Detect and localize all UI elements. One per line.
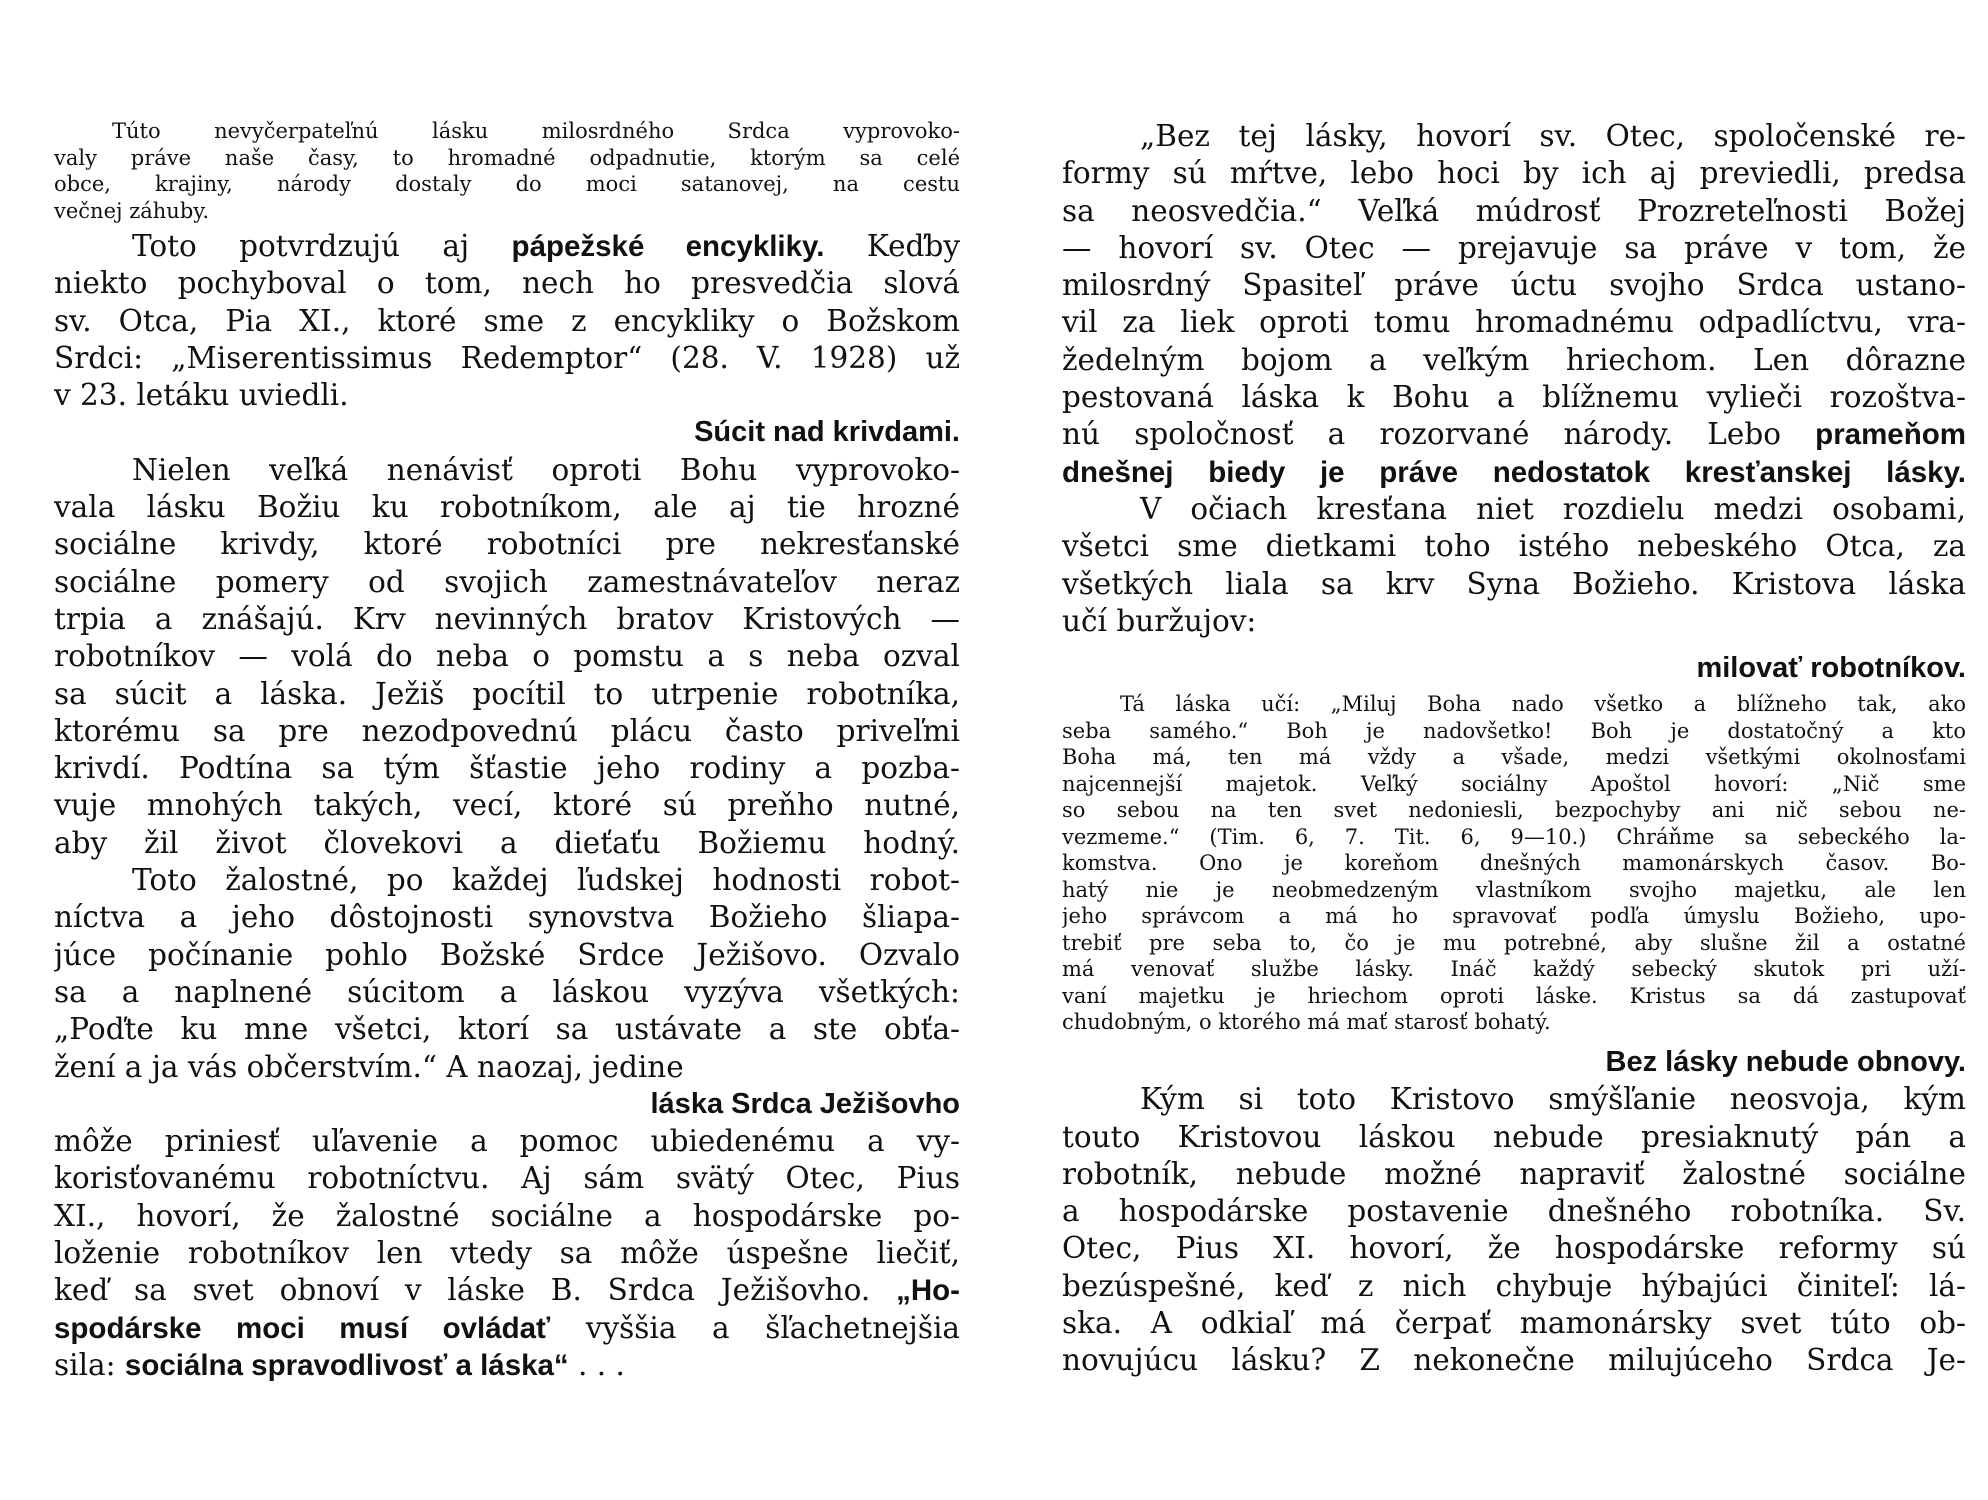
text-run: Keďby: [824, 229, 960, 263]
text-line: vil za liek oproti tomu hromadnému odpadlíctvu, vra-: [1062, 305, 1966, 340]
text-line: bezúspešné, keď z nich chybuje hýbajúci činiteľ: lá-: [1062, 1268, 1966, 1303]
text-line: hatý nie je neobmedzeným vlastníkom svojho majetku, ale len: [1062, 877, 1966, 902]
text-line: júce počínanie pohlo Božské Srdce Ježišovo. Ozvalo: [54, 937, 960, 972]
text-line: žení a ja vás občerstvím.“ A naozaj, jedine: [54, 1049, 684, 1084]
text-line: vuje mnohých takých, vecí, ktoré sú preňho nutné,: [54, 788, 960, 823]
text-line: trebiť pre seba to, čo je mu potrebné, aby slušne žil a ostatné: [1062, 930, 1966, 955]
right-paragraph-3: [1062, 1081, 1966, 1379]
text-line: večnej záhuby.: [54, 198, 210, 223]
text-line: ska. A odkiaľ má čerpať mamonársky svet túto ob-: [1062, 1306, 1966, 1341]
text-line: vaní majetku je hriechom oproti láske. Kristus sa dá zastupovať: [1062, 983, 1966, 1008]
bold-text-run: spodárske moci musí ovládať: [54, 1311, 551, 1345]
text-line: loženie robotníkov len vtedy sa môže úspešne liečiť,: [54, 1236, 960, 1271]
section-heading-sucit: Súcit nad krivdami.: [694, 416, 960, 449]
right-page: [1062, 118, 1966, 1380]
left-paragraph-4: [54, 1123, 960, 1384]
text-line: aby žil život človekovi a dieťaťu Božiemu hodný.: [54, 825, 960, 860]
bold-text-run: „Ho-: [896, 1274, 960, 1308]
bold-text-run: pápežské encykliky.: [511, 230, 825, 263]
text-line: formy sú mŕtve, lebo hoci by ich aj previedli, predsa: [1062, 156, 1966, 191]
left-paragraph-3: [54, 862, 960, 1086]
text-line: korisťovanému robotníctvu. Aj sám svätý Otec, Pius: [54, 1161, 960, 1196]
text-line: učí buržujov:: [1062, 603, 1257, 638]
text-line: má venovať službe lásky. Ináč každý sebecký skutok pri uží-: [1062, 957, 1966, 982]
text-line: trpia a znášajú. Krv nevinných bratov Kristových —: [54, 601, 960, 636]
text-run: vyššia a šľachetnejšia: [550, 1310, 960, 1345]
text-run: sila:: [54, 1347, 125, 1382]
text-line: vala lásku Božiu ku robotníkom, ale aj tie hrozné: [54, 490, 960, 525]
text-line: Otec, Pius XI. hovorí, že hospodárske reformy sú: [1062, 1231, 1966, 1266]
text-line: novujúcu lásku? Z nekonečne milujúceho Srdca Je-: [1062, 1343, 1966, 1378]
text-line: robotníkov — volá do neba o pomstu a s neba ozval: [54, 639, 960, 674]
text-line: robotník, nebude možné napraviť žalostné sociálne: [1062, 1156, 1966, 1191]
text-line: sociálne krivdy, ktoré robotníci pre nekresťanské: [54, 527, 960, 562]
text-line: XI., hovorí, že žalostné sociálne a hospodárske po-: [54, 1198, 960, 1233]
text-line: v 23. letáku uviedli.: [54, 378, 349, 413]
text-line: všetkých liala sa krv Syna Božieho. Kristova láska: [1062, 566, 1966, 601]
text-line: sa a naplnené súcitom a láskou vyzýva všetkých:: [54, 974, 960, 1009]
text-line: vezmeme.“ (Tim. 6, 7. Tit. 6, 9—10.) Chráňme sa sebeckého la-: [1062, 824, 1966, 849]
bold-text-run: prameňom: [1815, 418, 1966, 452]
text-run: nú spoločnosť a rozorvané národy. Lebo: [1062, 417, 1816, 452]
text-line: „Bez tej lásky, hovorí sv. Otec, spoločenské re-: [1140, 119, 1966, 153]
text-line: môže priniesť uľavenie a pomoc ubiedenému a vy-: [54, 1124, 960, 1159]
text-line: krivdí. Podtína sa tým šťastie jeho rodiny a pozba-: [54, 751, 960, 786]
section-heading-laska-srdca: láska Srdca Ježišovho: [650, 1087, 960, 1120]
text-run: keď sa svet obnoví v láske B. Srdca Ježišovho.: [54, 1273, 897, 1308]
text-line: chudobným, o ktorého má mať starosť bohatý.: [1062, 1010, 1551, 1035]
left-intro-paragraph: [54, 118, 960, 224]
text-line: komstva. Ono je koreňom dnešných mamonárskych časov. Bo-: [1062, 851, 1966, 876]
text-line: sv. Otca, Pia XI., ktoré sme z encykliky o Božskom: [54, 303, 960, 338]
text-line: Nielen veľká nenávisť oproti Bohu vyprovoko-: [132, 452, 960, 487]
section-heading-bez-lasky: Bez lásky nebude obnovy.: [1605, 1045, 1966, 1078]
text-line: Tá láska učí: „Miluj Boha nado všetko a blížneho tak, ako: [1120, 692, 1966, 717]
text-run: Toto potvrdzujú aj: [132, 229, 512, 263]
text-line: pestovaná láska k Bohu a blížnemu vylieči rozoštva-: [1062, 380, 1966, 415]
text-line: „Poďte ku mne všetci, ktorí sa ustávate a ste obťa-: [54, 1012, 960, 1047]
text-line: sa súcit a láska. Ježiš pocítil to utrpenie robotníka,: [54, 676, 960, 711]
text-line: so sebou na ten svet nedoniesli, bezpochyby ani nič sebou ne-: [1062, 798, 1966, 823]
text-line: Túto nevyčerpateľnú lásku milosrdného Srdca vyprovoko-: [112, 119, 960, 143]
text-line: a hospodárske postavenie dnešného robotníka. Sv.: [1062, 1194, 1966, 1229]
text-line: V očiach kresťana niet rozdielu medzi osobami,: [1140, 491, 1966, 526]
text-line: Kým si toto Kristovo smýšľanie neosvoja, kým: [1140, 1082, 1966, 1117]
text-line: ktorému sa pre nezodpovednú plácu často priveľmi: [54, 713, 960, 748]
left-paragraph-1: [54, 228, 960, 414]
right-small-paragraph: [1062, 691, 1966, 1036]
text-line: Toto žalostné, po každej ľudskej hodnosti robot-: [132, 863, 960, 898]
right-paragraph-2: [1062, 491, 1966, 640]
text-line: níctva a jeho dôstojnosti synovstva Božieho šliapa-: [54, 900, 960, 935]
text-line: [54, 228, 960, 265]
text-line: [54, 1347, 960, 1384]
left-paragraph-2: [54, 452, 960, 862]
bold-text-run: dnešnej biedy je práve nedostatok kresťanskej lásky.: [1062, 455, 1966, 489]
text-line: Boha má, ten má vždy a všade, medzi všetkými okolnosťami: [1062, 745, 1966, 770]
text-line: obce, krajiny, národy dostaly do moci satanovej, na cestu: [54, 172, 960, 196]
text-line: [1062, 454, 1966, 491]
text-line: Srdci: „Miserentissimus Redemptor“ (28. V. 1928) už: [54, 340, 960, 375]
text-line: [54, 1272, 960, 1309]
text-line: valy práve naše časy, to hromadné odpadnutie, ktorým sa celé: [54, 145, 960, 170]
section-heading-milovat: milovať robotníkov.: [1696, 652, 1966, 685]
text-line: sa neosvedčia.“ Veľká múdrosť Prozreteľnosti Božej: [1062, 193, 1966, 228]
text-line: jeho správcom a má ho spravovať podľa úmyslu Božieho, upo-: [1062, 904, 1966, 929]
text-line: sociálne pomery od svojich zamestnávateľov neraz: [54, 564, 960, 599]
text-line: touto Kristovou láskou nebude presiaknutý pán a: [1062, 1119, 1966, 1154]
text-line: niekto pochyboval o tom, nech ho presvedčia slová: [54, 266, 960, 301]
text-line: žedelným bojom a veľkým hriechom. Len dôrazne: [1062, 342, 1966, 377]
left-page: [54, 118, 960, 1384]
text-line: najcennejší majetok. Veľký sociálny Apoštol hovorí: „Nič sme: [1062, 771, 1966, 796]
right-paragraph-1: [1062, 118, 1966, 491]
text-line: [54, 1310, 960, 1347]
text-line: seba samého.“ Boh je nadovšetko! Boh je dostatočný a kto: [1062, 718, 1966, 743]
text-line: [1062, 416, 1966, 453]
text-run: . . .: [568, 1347, 625, 1382]
text-line: všetci sme dietkami toho istého nebeského Otca, za: [1062, 529, 1966, 564]
text-line: milosrdný Spasiteľ práve úctu svojho Srdca ustano-: [1062, 268, 1966, 303]
text-line: — hovorí sv. Otec — prejavuje sa práve v tom, že: [1062, 230, 1966, 265]
bold-text-run: sociálna spravodlivosť a láska“: [124, 1348, 569, 1382]
